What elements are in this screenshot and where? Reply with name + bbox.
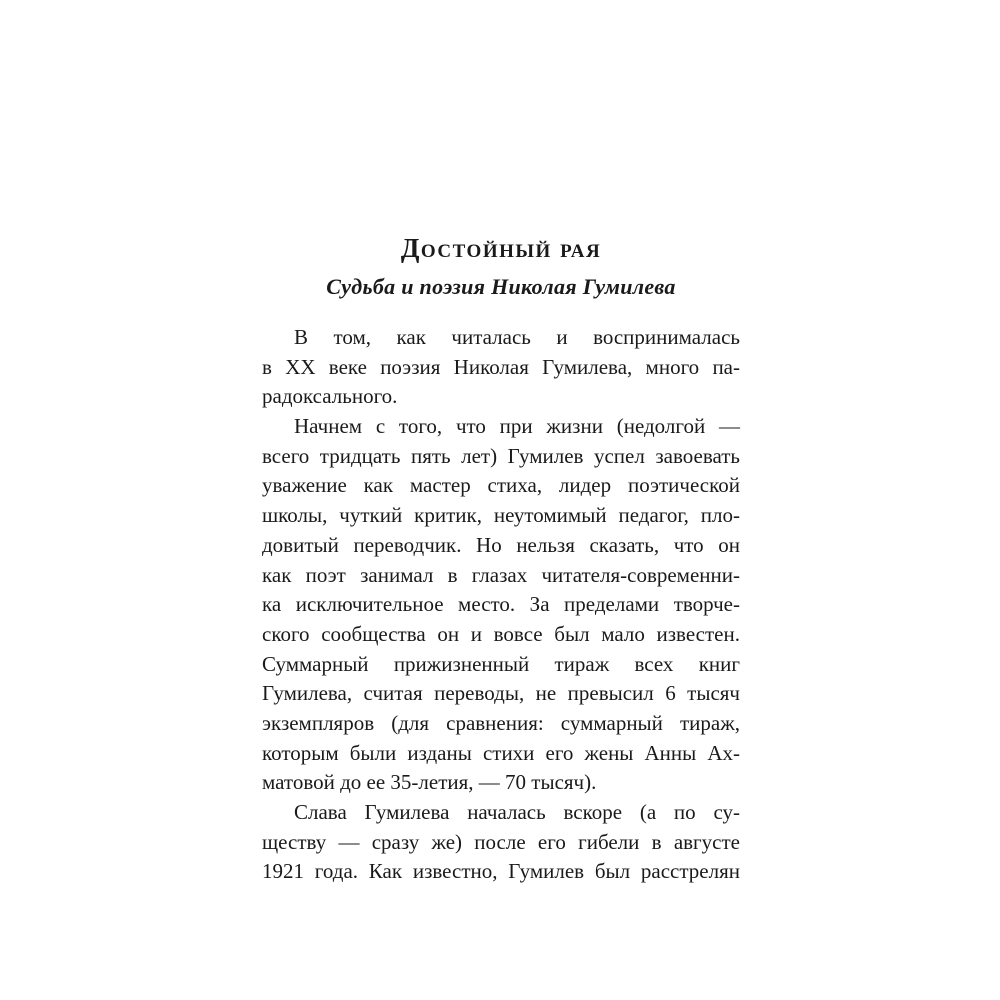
text-line: в XX веке поэзия Николая Гумилева, много па- [262, 354, 740, 379]
text-line: экземпляров (для сравнения: суммарный тираж, [262, 710, 740, 735]
body-text [262, 323, 740, 887]
text-line: ка исключительное место. За пределами творче- [262, 592, 740, 617]
text-line: довитый переводчик. Но нельзя сказать, что он [262, 532, 740, 557]
book-page [262, 228, 740, 887]
chapter-title: Достойный рая [400, 233, 602, 263]
text-line: ского сообщества он и вовсе был мало известен. [262, 621, 740, 646]
text-line: Суммарный прижизненный тираж всех книг [262, 651, 740, 676]
text-line: ществу — сразу же) после его гибели в августе [262, 829, 740, 854]
text-line: Начнем с того, что при жизни (недолгой — [294, 414, 740, 439]
text-line: радоксального. [262, 384, 398, 409]
text-line: Гумилева, считая переводы, не превысил 6 тысяч [262, 681, 740, 706]
text-line: школы, чуткий критик, неутомимый педагог, пло- [262, 503, 740, 528]
text-line: как поэт занимал в глазах читателя-современни- [262, 562, 740, 587]
text-line: В том, как читалась и воспринималась [294, 325, 740, 349]
text-line: 1921 года. Как известно, Гумилев был расстрелян [262, 859, 740, 884]
chapter-subtitle: Судьба и поэзия Николая Гумилева [326, 274, 676, 299]
text-line: которым были изданы стихи его жены Анны Ах- [262, 740, 740, 765]
text-line: всего тридцать пять лет) Гумилев успел завоевать [262, 443, 740, 468]
text-line: Слава Гумилева началась вскоре (а по су- [294, 800, 740, 824]
text-line: матовой до ее 35-летия, — 70 тысяч). [262, 770, 597, 795]
text-line: уважение как мастер стиха, лидер поэтической [262, 473, 740, 498]
